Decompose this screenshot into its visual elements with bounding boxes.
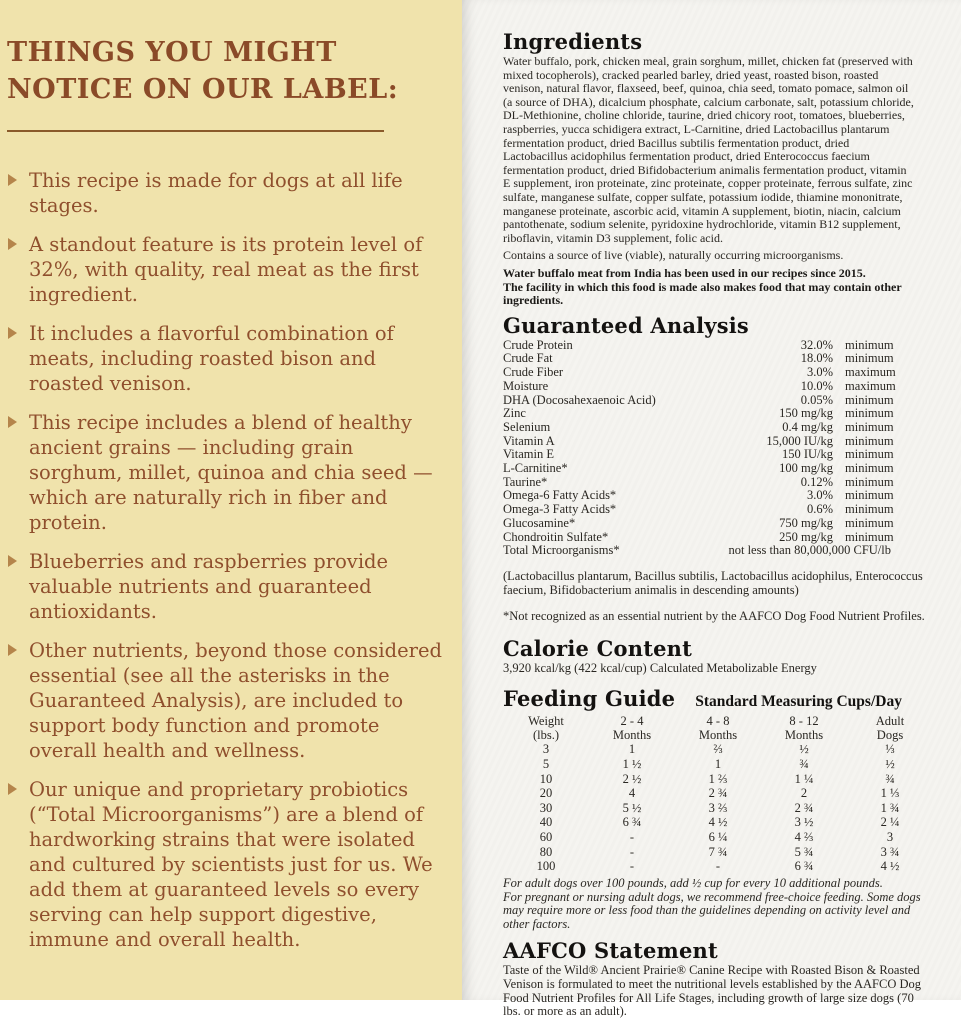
feeding-guide-row xyxy=(503,830,933,845)
feeding-guide-cell: 6 ¾ xyxy=(794,859,814,874)
ga-qualifier: minimum xyxy=(845,461,894,476)
feeding-guide-table-body xyxy=(503,742,933,873)
feeding-guide-row xyxy=(503,801,933,816)
feeding-guide-cell: - xyxy=(629,844,635,859)
column-header-line2: Dogs xyxy=(876,728,904,743)
feeding-guide-column-header xyxy=(761,714,847,742)
ga-nutrient: Total Microorganisms* xyxy=(503,543,620,558)
ga-nutrient: DHA (Docosahexaenoic Acid) xyxy=(503,392,656,407)
ga-value: 3.0% xyxy=(806,365,833,380)
feeding-guide-note: For pregnant or nursing adult dogs, we recommend free-choice feeding. Some dogs may require more or less food than the guidelines depending on activity level and other factors. xyxy=(503,889,921,932)
feeding-guide-row xyxy=(503,845,933,860)
feeding-guide-column-header xyxy=(503,714,589,742)
feeding-guide-note: For adult dogs over 100 pounds, add ½ cup for every 10 additional pounds. xyxy=(503,875,883,890)
feeding-guide-cell: 5 ½ xyxy=(622,800,642,815)
guaranteed-analysis-table xyxy=(503,339,933,545)
water-buffalo-note: Water buffalo meat from India has been used in our recipes since 2015. xyxy=(503,265,866,280)
feeding-guide-notes xyxy=(503,877,933,932)
feeding-guide-cell: 3 xyxy=(886,830,894,845)
feeding-guide-table-head xyxy=(503,714,933,742)
ga-value: 0.05% xyxy=(800,392,833,407)
bullet-item xyxy=(7,777,444,952)
ga-value: 0.6% xyxy=(806,502,833,517)
feeding-guide-header xyxy=(503,714,933,742)
ga-nutrient: Crude Fat xyxy=(503,351,553,366)
feeding-guide-cell: 3 xyxy=(542,742,550,757)
left-heading-line2: NOTICE ON OUR LABEL: xyxy=(7,74,399,105)
feeding-guide-row xyxy=(503,859,933,874)
ga-value: 250 mg/kg xyxy=(779,529,833,544)
ga-value: 10.0% xyxy=(800,378,833,393)
ga-nutrient: Crude Fiber xyxy=(503,365,564,380)
feeding-guide-cell: 80 xyxy=(539,844,553,859)
ga-nutrient: Chondroitin Sulfate* xyxy=(503,529,609,544)
feeding-guide-row xyxy=(503,757,933,772)
ga-qualifier: minimum xyxy=(845,529,894,544)
feeding-guide-cell: 1 xyxy=(714,757,722,772)
ga-nutrient: Omega-6 Fatty Acids* xyxy=(503,488,617,503)
ga-nutrient: Vitamin E xyxy=(503,447,554,462)
feeding-guide-header-row xyxy=(503,687,933,711)
bullet-item xyxy=(7,168,444,218)
bullet-text: This recipe is made for dogs at all life stages. xyxy=(29,169,403,217)
left-heading-line1: THINGS YOU MIGHT xyxy=(7,37,337,68)
ga-value: 150 IU/kg xyxy=(781,447,833,462)
bullet-list xyxy=(7,168,444,952)
ga-nutrient: L-Carnitine* xyxy=(503,461,568,476)
column-header-line1: 4 - 8 xyxy=(706,714,730,729)
bullet-triangle-icon xyxy=(8,783,17,795)
ga-row xyxy=(503,421,933,435)
feeding-guide-cell: 4 ½ xyxy=(708,815,728,830)
feeding-guide-cell: 3 ½ xyxy=(794,815,814,830)
ga-qualifier: minimum xyxy=(845,474,894,489)
ga-nutrient: Vitamin A xyxy=(503,433,555,448)
ga-row xyxy=(503,394,933,408)
feeding-guide-cell: 6 ¼ xyxy=(708,830,728,845)
ga-nutrient: Omega-3 Fatty Acids* xyxy=(503,502,617,517)
ga-row xyxy=(503,517,933,531)
ga-value: 32.0% xyxy=(800,337,833,352)
feeding-guide-cell: 10 xyxy=(539,771,553,786)
bullet-triangle-icon xyxy=(8,174,17,186)
ga-value: not less than 80,000,000 CFU/lb xyxy=(728,543,891,558)
ga-value: 18.0% xyxy=(800,351,833,366)
ga-qualifier: minimum xyxy=(845,406,894,421)
feeding-guide-table xyxy=(503,714,933,874)
ga-nutrient: Zinc xyxy=(503,406,526,421)
ga-nutrient: Moisture xyxy=(503,378,549,393)
feeding-guide-column-header xyxy=(675,714,761,742)
ingredients-text: Water buffalo, pork, chicken meal, grain sorghum, millet, chicken fat (preserved with mixed tocopherols), cracked pearled barley, dried yeast, roasted bison, roasted venison, natural flavor, flaxseed, beef, quinoa, chia seed, tomato pomace, salmon oil (a source of DHA), dicalcium phosphate, calcium carbonate, salt, potassium chloride, DL-Methionine, choline chloride, taurine, dried chicory root, tomatoes, blueberries, raspberries, yucca schidigera extract, L-Carnitine, dried Lactobacillus plantarum fermentation product, dried Bacillus subtilis fermentation product, dried Lactobacillus acidophilus fermentation product, dried Enterococcus faecium fermentation product, dried Bifidobacterium animalis fermentation product, vitamin E supplement, iron proteinate, zinc proteinate, copper proteinate, ferrous sulfate, zinc sulfate, manganese sulfate, copper sulfate, potassium iodide, thiamine mononitrate, manganese proteinate, ascorbic acid, vitamin A supplement, biotin, niacin, calcium pantothenate, sodium selenite, pyridoxine hydrochloride, vitamin B12 supplement, riboflavin, vitamin D3 supplement, folic acid. xyxy=(503,54,914,245)
feeding-guide-cell: 2 xyxy=(800,786,808,801)
feeding-guide-cell: 7 ¾ xyxy=(708,844,728,859)
ga-row xyxy=(503,503,933,517)
feeding-guide-cell: 2 ¾ xyxy=(794,800,814,815)
feeding-guide-cell: 3 ⅔ xyxy=(708,800,728,815)
column-header-line2: Months xyxy=(612,728,652,743)
feeding-guide-cell: 1 ¾ xyxy=(880,800,900,815)
ga-row xyxy=(503,462,933,476)
ga-value: 150 mg/kg xyxy=(779,406,833,421)
feeding-guide-cell: 5 xyxy=(542,757,550,772)
column-header-line1: 2 - 4 xyxy=(620,714,644,729)
bullet-triangle-icon xyxy=(8,327,17,339)
feeding-guide-cell: 1 ¼ xyxy=(794,771,814,786)
right-panel xyxy=(462,0,961,1019)
ga-qualifier: minimum xyxy=(845,351,894,366)
guaranteed-analysis-section xyxy=(503,314,933,624)
feeding-guide-cell: ¾ xyxy=(885,771,895,786)
feeding-guide-cell: ½ xyxy=(885,757,895,772)
bullet-item xyxy=(7,638,444,763)
ga-nutrient: Selenium xyxy=(503,419,551,434)
feeding-guide-cell: 4 ⅔ xyxy=(794,830,814,845)
feeding-guide-cell: - xyxy=(629,830,635,845)
ga-value: 0.12% xyxy=(800,474,833,489)
ga-row xyxy=(503,407,933,421)
bullet-text: Blueberries and raspberries provide valuable nutrients and guaranteed antioxidants. xyxy=(29,550,389,623)
left-heading xyxy=(7,34,444,108)
ga-qualifier: minimum xyxy=(845,515,894,530)
bullet-triangle-icon xyxy=(8,644,17,656)
feeding-guide-cell: 6 ¾ xyxy=(622,815,642,830)
feeding-guide-subheading: Standard Measuring Cups/Day xyxy=(695,693,902,711)
feeding-guide-cell: ⅔ xyxy=(713,742,723,757)
ga-qualifier: minimum xyxy=(845,502,894,517)
column-header-line2: Months xyxy=(784,728,824,743)
ga-qualifier: minimum xyxy=(845,419,894,434)
column-header-line1: Weight xyxy=(528,714,564,729)
ga-row xyxy=(503,489,933,503)
ga-value: 0.4 mg/kg xyxy=(782,419,833,434)
column-header-line1: 8 - 12 xyxy=(789,714,819,729)
ga-qualifier: maximum xyxy=(845,365,896,380)
bullet-item xyxy=(7,549,444,624)
bullet-item xyxy=(7,321,444,396)
feeding-guide-cell: 1 ⅓ xyxy=(880,786,900,801)
column-header-line1: Adult xyxy=(875,714,905,729)
column-header-line2: Months xyxy=(698,728,738,743)
feeding-guide-section xyxy=(503,687,933,932)
feeding-guide-column-header xyxy=(589,714,675,742)
feeding-guide-cell: 1 xyxy=(628,742,636,757)
feeding-guide-row xyxy=(503,815,933,830)
feeding-guide-cell: 4 ½ xyxy=(880,859,900,874)
ga-row xyxy=(503,380,933,394)
ga-qualifier: minimum xyxy=(845,447,894,462)
feeding-guide-cell: ¾ xyxy=(799,757,809,772)
ga-value: 100 mg/kg xyxy=(779,461,833,476)
bullet-item xyxy=(7,410,444,535)
feeding-guide-cell: 5 ¾ xyxy=(794,844,814,859)
bullet-text: Our unique and proprietary probiotics (“Total Microorganisms”) are a blend of hardworking strains that were isolated and cultured by scientists just for us. We add them at guaranteed levels so every serving can help support digestive, immune and overall health. xyxy=(29,778,433,951)
ga-nutrient: Crude Protein xyxy=(503,337,573,352)
feeding-guide-cell: 100 xyxy=(536,859,556,874)
ga-qualifier: minimum xyxy=(845,337,894,352)
ga-value: 3.0% xyxy=(806,488,833,503)
feeding-guide-cell: 4 xyxy=(628,786,636,801)
ga-qualifier: minimum xyxy=(845,488,894,503)
bullet-text: This recipe includes a blend of healthy ancient grains — including grain sorghum, millet, quinoa and chia seed — which are naturally rich in fiber and protein. xyxy=(29,411,433,534)
feeding-guide-row xyxy=(503,786,933,801)
feeding-guide-cell: 40 xyxy=(539,815,553,830)
feeding-guide-cell: 20 xyxy=(539,786,553,801)
bullet-text: A standout feature is its protein level of 32%, with quality, real meat as the first ingredient. xyxy=(29,233,423,306)
feeding-guide-heading: Feeding Guide xyxy=(503,686,676,712)
ga-value: 750 mg/kg xyxy=(779,515,833,530)
ga-row-total-microorganisms xyxy=(503,544,933,558)
feeding-guide-cell: 2 ½ xyxy=(622,771,642,786)
calorie-content-text: 3,920 kcal/kg (422 kcal/cup) Calculated Metabolizable Energy xyxy=(503,660,817,675)
ga-row xyxy=(503,366,933,380)
bullet-triangle-icon xyxy=(8,416,17,428)
feeding-guide-cell: 30 xyxy=(539,800,553,815)
feeding-guide-cell: 60 xyxy=(539,830,553,845)
bullet-triangle-icon xyxy=(8,555,17,567)
column-header-line2: (lbs.) xyxy=(532,728,560,743)
facility-note: The facility in which this food is made also makes food that may contain other ingredients. xyxy=(503,279,902,308)
ga-row xyxy=(503,531,933,545)
calorie-content-section xyxy=(503,637,933,675)
ga-nutrient: Taurine* xyxy=(503,474,548,489)
feeding-guide-cell: 1 ½ xyxy=(622,757,642,772)
left-panel xyxy=(0,0,462,1000)
feeding-guide-cell: ½ xyxy=(799,742,809,757)
guaranteed-analysis-heading: Guaranteed Analysis xyxy=(503,312,749,338)
feeding-guide-cell: 1 ⅔ xyxy=(708,771,728,786)
aafco-text: Taste of the Wild® Ancient Prairie® Canine Recipe with Roasted Bison & Roasted Venison is formulated to meet the nutritional levels established by the AAFCO Dog Food Nutrient Profiles for All Life Stages, including growth of large size dogs (70 lbs. or more as an adult). xyxy=(503,962,921,1019)
feeding-guide-cell: - xyxy=(715,859,721,874)
feeding-guide-row xyxy=(503,772,933,787)
ga-qualifier: maximum xyxy=(845,378,896,393)
aafco-heading: AAFCO Statement xyxy=(503,937,718,963)
ga-row xyxy=(503,352,933,366)
feeding-guide-cell: - xyxy=(629,859,635,874)
bullet-triangle-icon xyxy=(8,238,17,250)
ingredients-section xyxy=(503,30,933,308)
ga-row xyxy=(503,448,933,462)
feeding-guide-cell: 2 ¼ xyxy=(880,815,900,830)
ga-row xyxy=(503,476,933,490)
feeding-guide-row xyxy=(503,742,933,757)
ingredients-heading: Ingredients xyxy=(503,29,643,54)
ga-row xyxy=(503,339,933,353)
aafco-statement-section xyxy=(503,939,933,1019)
ga-value: 15,000 IU/kg xyxy=(766,433,833,448)
feeding-guide-cell: 3 ¾ xyxy=(880,844,900,859)
ga-qualifier: minimum xyxy=(845,392,894,407)
calorie-content-heading: Calorie Content xyxy=(503,635,693,661)
ga-qualifier: minimum xyxy=(845,433,894,448)
bullet-item xyxy=(7,232,444,307)
live-microorganisms-note: Contains a source of live (viable), naturally occurring microorganisms. xyxy=(503,248,844,263)
ga-row xyxy=(503,435,933,449)
feeding-guide-column-header xyxy=(847,714,933,742)
ga-nutrient: Glucosamine* xyxy=(503,515,576,530)
microorganisms-detail: (Lactobacillus plantarum, Bacillus subtilis, Lactobacillus acidophilus, Enterococcus faecium, Bifidobacterium animalis in descending amounts) xyxy=(503,569,923,598)
asterisk-footnote: *Not recognized as an essential nutrient by the AAFCO Dog Food Nutrient Profiles. xyxy=(503,609,925,624)
feeding-guide-cell: 2 ¾ xyxy=(708,786,728,801)
bullet-text: It includes a flavorful combination of meats, including roasted bison and roasted venison. xyxy=(29,322,394,395)
heading-divider xyxy=(7,130,384,132)
bullet-text: Other nutrients, beyond those considered essential (see all the asterisks in the Guaranteed Analysis), are included to support body function and promote overall health and wellness. xyxy=(29,639,443,762)
feeding-guide-cell: ⅓ xyxy=(885,742,895,757)
